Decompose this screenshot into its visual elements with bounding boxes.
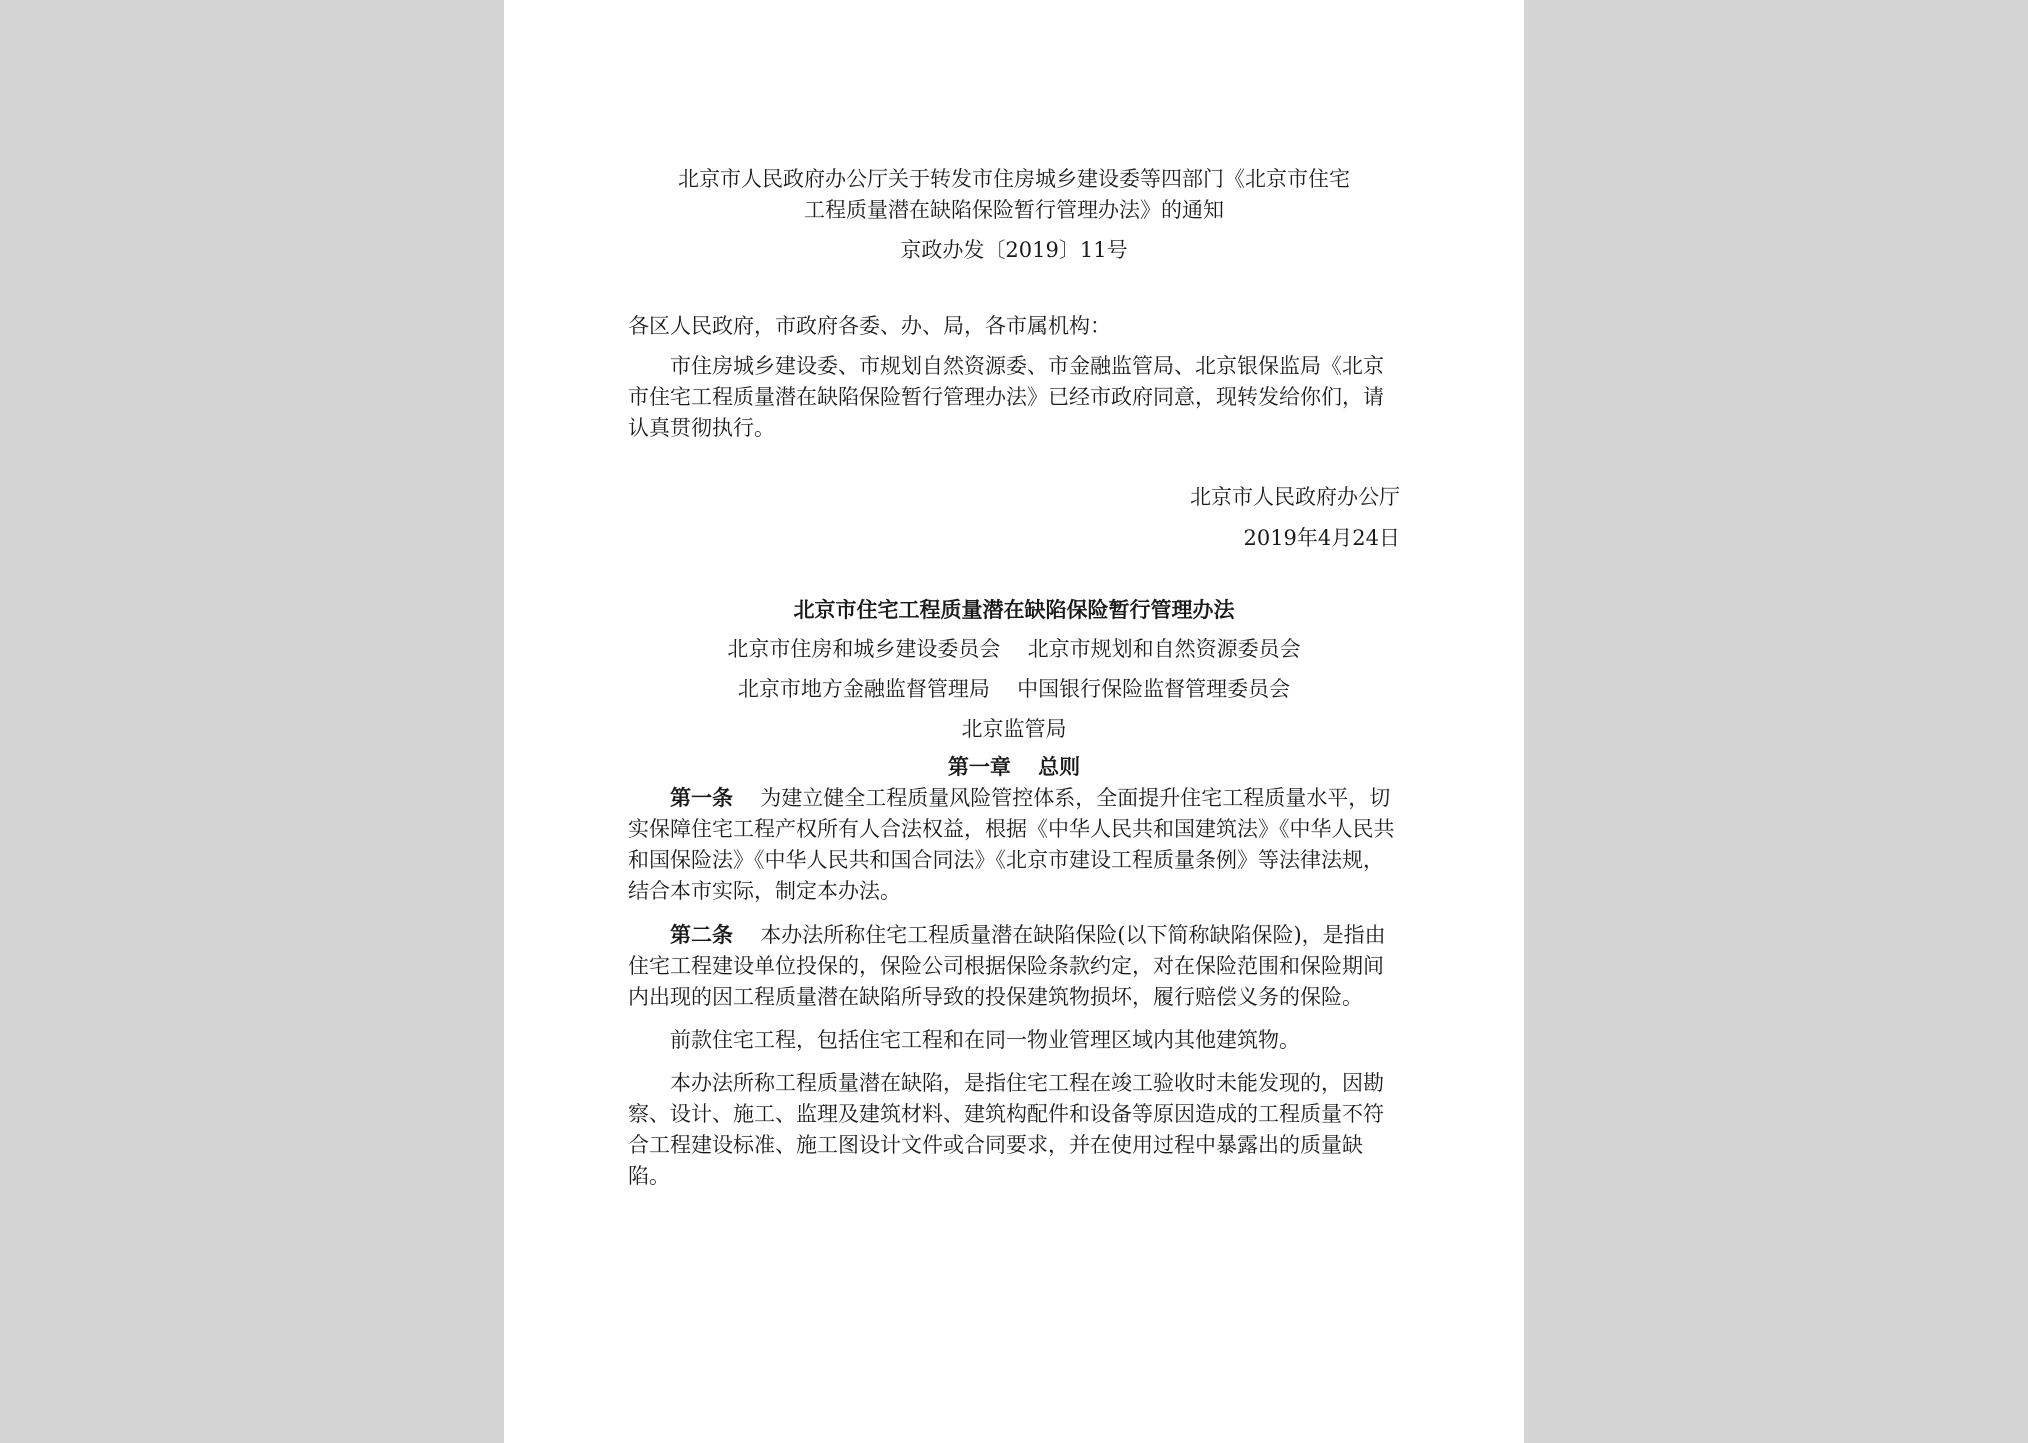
issuer-housing-commission: 北京市住房和城乡建设委员会 [727, 637, 1001, 661]
issuer-planning-commission: 北京市规划和自然资源委员会 [1027, 637, 1301, 661]
issuers-line-2 [628, 674, 1400, 705]
article-2-label: 第二条 [670, 922, 733, 947]
issuers-line-1 [628, 634, 1400, 665]
notice-title-line2: 工程质量潜在缺陷保险暂行管理办法》的通知 [804, 198, 1224, 222]
article-1 [628, 782, 1400, 907]
chapter-title: 总则 [1038, 754, 1081, 779]
article-1-label: 第一条 [670, 785, 733, 810]
notice-title-line1: 北京市人民政府办公厅关于转发市住房城乡建设委等四部门《北京市住宅 [678, 167, 1350, 191]
notice-title [628, 164, 1400, 226]
chapter-number: 第一章 [947, 754, 1011, 779]
signing-date: 2019年4月24日 [1243, 526, 1400, 550]
article-1-text: 为建立健全工程质量风险管控体系，全面提升住宅工程质量水平，切实保障住宅工程产权所有人合法权益，根据《中华人民共和国建筑法》《中华人民共和国保险法》《中华人民共和国合同法》《北京市建设工程质量条例》等法律法规，结合本市实际，制定本办法。 [628, 786, 1395, 903]
issuer-finance-bureau: 北京市地方金融监督管理局 [737, 677, 990, 701]
article-2-paragraph-2: 前款住宅工程，包括住宅工程和在同一物业管理区域内其他建筑物。 [670, 1028, 1300, 1052]
article-2-text: 本办法所称住宅工程质量潜在缺陷保险(以下简称缺陷保险)，是指由住宅工程建设单位投保的，保险公司根据保险条款约定，对在保险范围和保险期间内出现的因工程质量潜在缺陷所导致的投保建筑物损坏，履行赔偿义务的保险。 [628, 923, 1386, 1009]
notice-body: 市住房城乡建设委、市规划自然资源委、市金融监管局、北京银保监局《北京市住宅工程质量潜在缺陷保险暂行管理办法》已经市政府同意，现转发给你们，请认真贯彻执行。 [628, 354, 1384, 440]
document-page [504, 0, 1524, 1443]
signer-organization: 北京市人民政府办公厅 [1190, 485, 1400, 509]
salutation: 各区人民政府，市政府各委、办、局，各市属机构： [628, 314, 1111, 338]
issuers-line-3: 北京监管局 [961, 717, 1067, 741]
document-number: 京政办发〔2019〕11号 [900, 238, 1128, 262]
issuer-cbirc: 中国银行保险监督管理委员会 [1017, 677, 1291, 701]
document-content [628, 164, 1400, 1192]
article-2-paragraph-3: 本办法所称工程质量潜在缺陷，是指住宅工程在竣工验收时未能发现的，因勘察、设计、施工、监理及建筑材料、建筑构配件和设备等原因造成的工程质量不符合工程建设标准、施工图设计文件或合同要求，并在使用过程中暴露出的质量缺陷。 [628, 1071, 1384, 1188]
article-2 [628, 919, 1400, 1013]
chapter-heading [628, 751, 1400, 782]
regulation-title: 北京市住宅工程质量潜在缺陷保险暂行管理办法 [793, 597, 1235, 622]
